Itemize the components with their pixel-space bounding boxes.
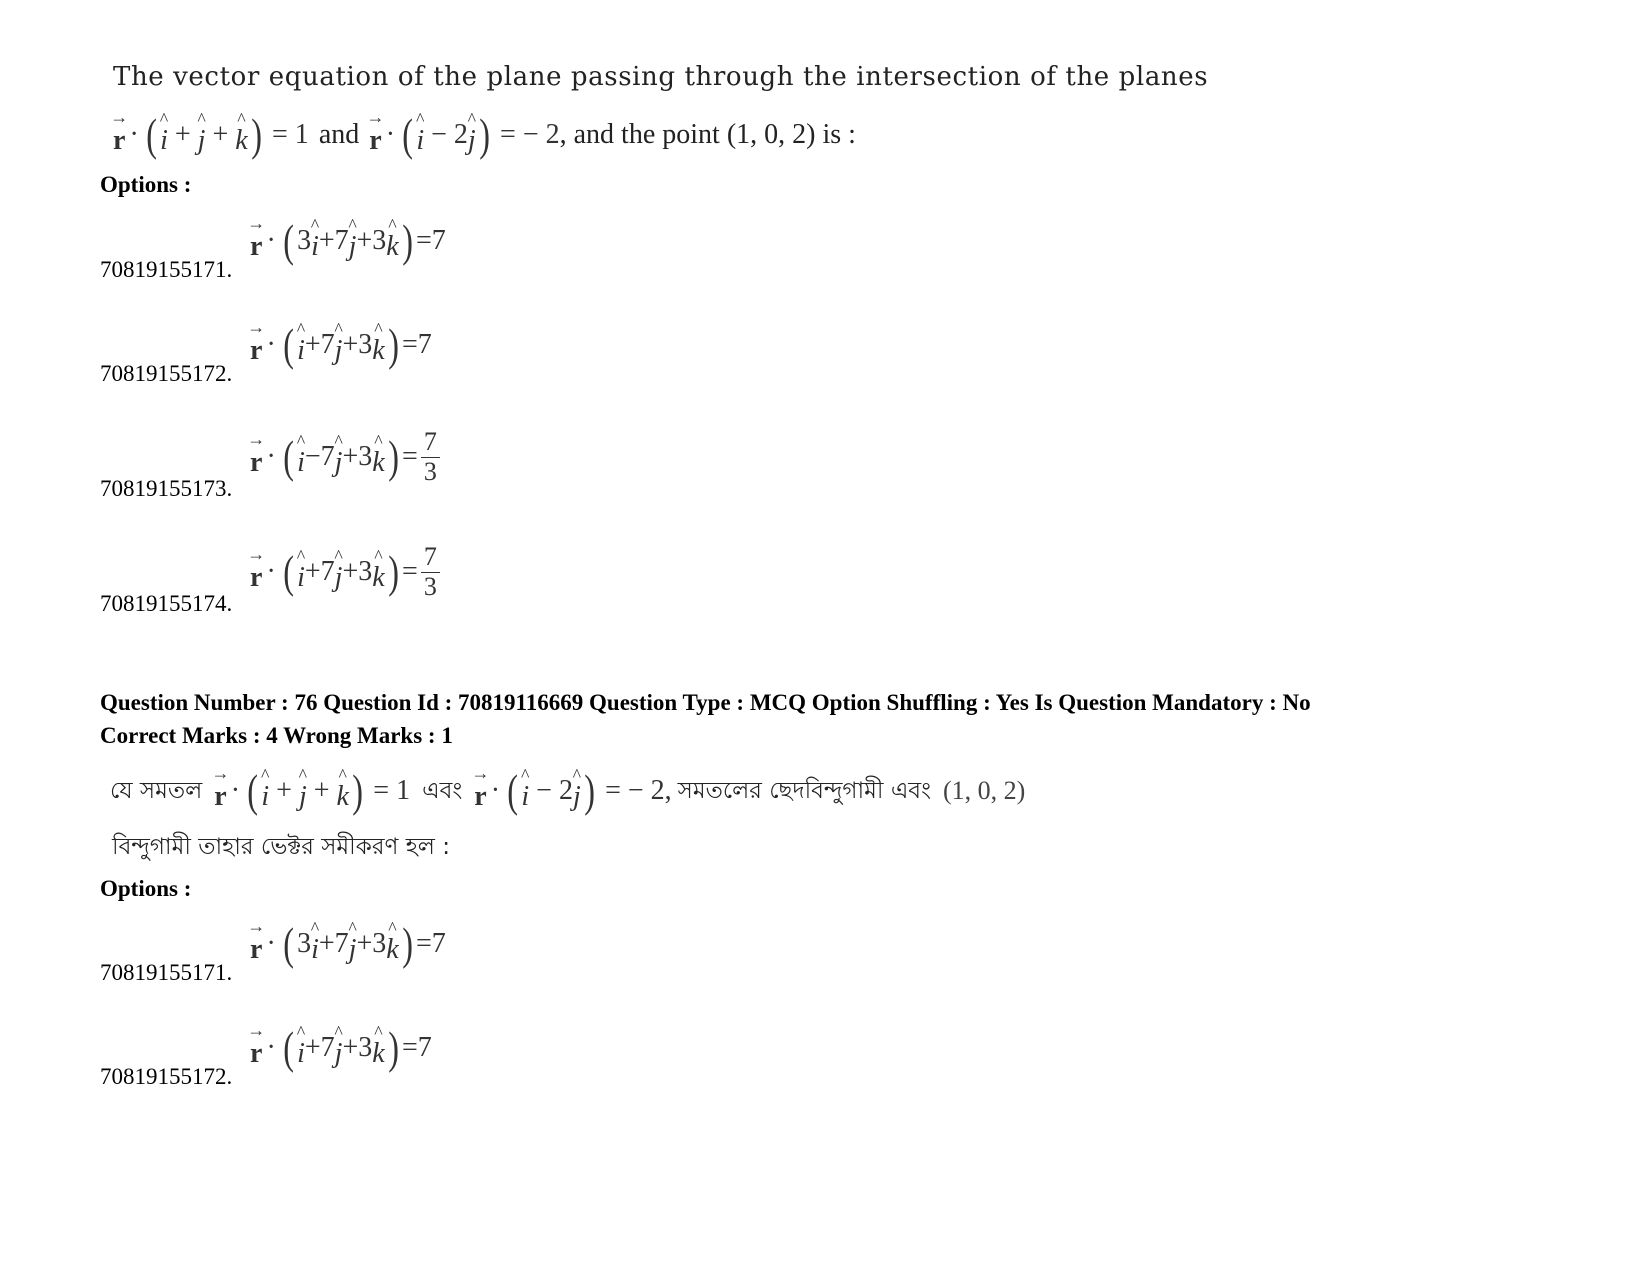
option-id: 70819155172. [100, 1064, 233, 1089]
option-equation[interactable]: → r · ( ^ i −7 ^ j +3 ^ k ) = $\frac{7}{3}$ [250, 428, 440, 486]
question-text-line2 [113, 109, 856, 160]
plane-equation-1: → r · ( ^ i + ^ j + ^ k ) = 1 [214, 768, 410, 814]
bengali-question-line2: বিন্দুগামী তাহার ভেক্টর সমীকরণ হল : [112, 834, 450, 860]
plane-equation-1: → r · ( ^ i + ^ j + ^ k ) = 1 [113, 112, 309, 158]
question-meta-line1: Question Number : 76 Question Id : 70819116669 Question Type : MCQ Option Shuffling : Yes Is Question Mandatory : No [100, 690, 1311, 715]
option-id: 70819155171. [100, 257, 233, 282]
option-equation[interactable]: → r · ( 3 ^ i +7 ^ j +3 ^ k ) =7 [250, 218, 446, 264]
plane-equation-2: → r · ( ^ i − 2 ^ j ) = − 2 [369, 112, 559, 158]
options-label: Options : [100, 172, 192, 197]
and-word: and [318, 119, 360, 150]
plane-equation-2: → r · ( ^ i − 2 ^ j ) = − 2, [474, 768, 671, 814]
bn-point: (1, 0, 2) [943, 776, 1026, 805]
option-equation[interactable]: → r · ( ^ i +7 ^ j +3 ^ k ) =7 [250, 322, 432, 368]
option-id: 70819155171. [100, 960, 233, 985]
bn-and: এবং [422, 777, 463, 804]
option-equation[interactable]: → r · ( ^ i +7 ^ j +3 ^ k ) =7 [250, 1025, 432, 1071]
bengali-question-line1 [110, 765, 1026, 816]
option-id: 70819155173. [100, 476, 233, 501]
options-label: Options : [100, 876, 192, 901]
option-id: 70819155174. [100, 591, 233, 616]
option-equation[interactable]: → r · ( ^ i +7 ^ j +3 ^ k ) = $\frac{7}{3}$ [250, 543, 440, 601]
option-id: 70819155172. [100, 361, 233, 386]
option-equation[interactable]: → r · ( 3 ^ i +7 ^ j +3 ^ k ) =7 [250, 921, 446, 967]
bn-prefix: যে সমতল [110, 777, 203, 804]
point-text: , and the point (1, 0, 2) is : [559, 119, 856, 150]
bn-mid: সমতলের ছেদবিন্দুগামী এবং [677, 777, 932, 804]
question-meta-line2: Correct Marks : 4 Wrong Marks : 1 [100, 723, 453, 748]
question-text-line1: The vector equation of the plane passing through the intersection of the planes [113, 62, 1209, 92]
